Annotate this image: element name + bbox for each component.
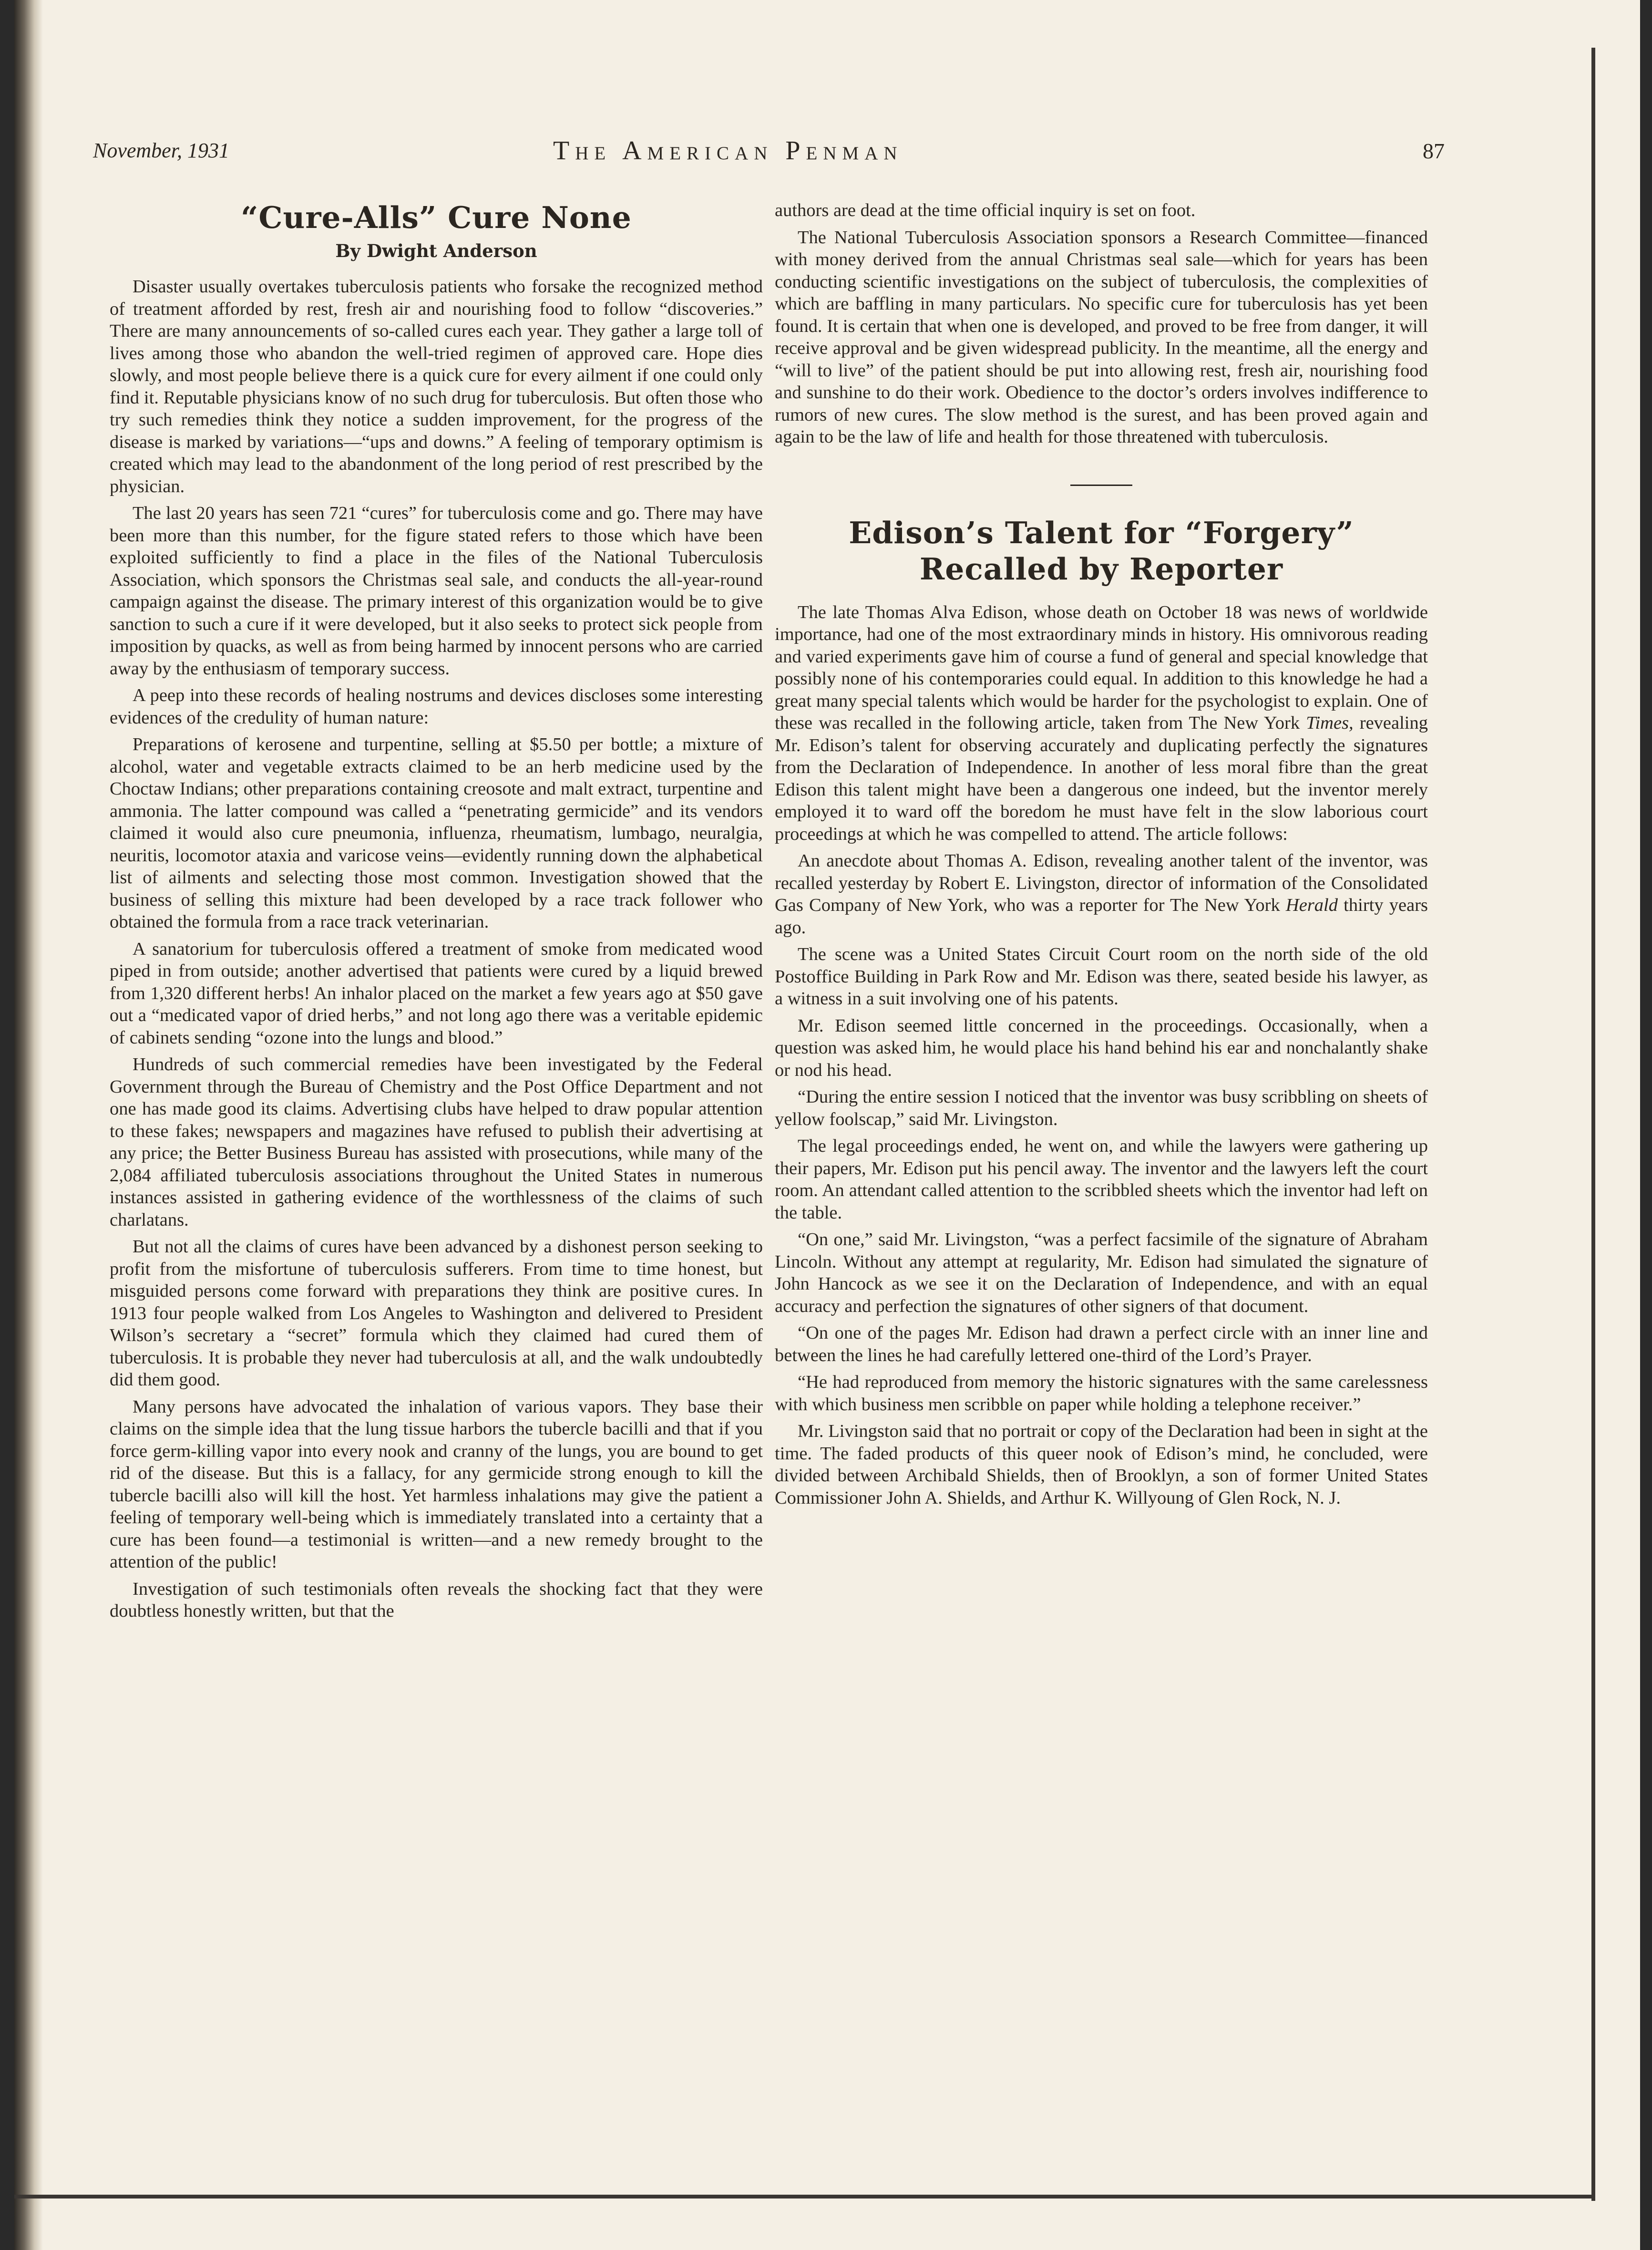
paragraph: The National Tuberculosis Association sponsors a Research Committee—financed with money derived from the annual Christmas seal sale—which for years has been conducting scientific investigations on the subject of tuberculosis, the complexities of which are baffling in many particulars. No specific cure for tuberculosis has yet been found. It is certain that when one is developed, and proved to be free from danger, it will receive approval and be given widespread publicity. In the meantime, all the energy and “will to live” of the patient should be put into allowing rest, fresh air, nourishing food and sunshine to do their work. Obedience to the doctor’s orders involves indifference to rumors of new cures. The slow method is the surest, and has been proved again and again to be the law of life and health for those threatened with tuberculosis. bbox=[775, 227, 1428, 447]
newspaper-name: Herald bbox=[1285, 895, 1338, 915]
paragraph: “On one of the pages Mr. Edison had drawn a perfect circle with an inner line and between the lines he had carefully lettered one-third of the Lord’s Prayer. bbox=[775, 1323, 1428, 1365]
paragraph: Hundreds of such commercial remedies have been investigated by the Federal Government through the Bureau of Chemistry and the Post Office Department and not one has made good its claims. Advertising clubs have helped to draw popular attention to these fakes; newspapers and magazines have refused to publish their advertising at any price; the Better Business Bureau has assisted with prosecutions, while many of the 2,084 affiliated tuberculosis associations throughout the United States in numerous instances assisted in gathering evidence of the worthlessness of the claims of such charlatans. bbox=[110, 1054, 763, 1230]
magazine-title: The American Penman bbox=[553, 136, 903, 165]
paragraph: Disaster usually overtakes tuberculosis patients who forsake the recognized method of treatment afforded by rest, fresh air and nourishing food to follow “discoveries.” There are many announcements of so-called cures each year. They gather a large toll of lives among those who abandon the well-tried regimen of approved care. Hope dies slowly, and most people believe there is a quick cure for every ailment if one could only find it. Reputable physicians know of no such drug for tuberculosis. But often those who try such remedies think they notice a sudden improvement, for the progress of the disease is marked by variations—“ups and downs.” A feeling of temporary optimism is created which may lead to the abandonment of the long period of rest prescribed by the physician. bbox=[110, 277, 763, 496]
running-header bbox=[14, 138, 1588, 181]
paragraph: A sanatorium for tuberculosis offered a treatment of smoke from medicated wood piped in from outside; another advertised that patients were cured by a liquid brewed from 1,320 different herbs! An inhalor placed on the market a few years ago at $50 gave out a “medicated vapor of dried herbs,” and not long ago there was a veritable epidemic of cabinets sending “ozone into the lungs and blood.” bbox=[110, 939, 763, 1048]
issue-date: November, 1931 bbox=[93, 139, 229, 162]
article-title-line-2: Recalled by Reporter bbox=[919, 551, 1283, 587]
intro-text: The late Thomas Alva Edison, whose death on October 18 was news of worldwide importance, had one of the most extraordinary minds in history. His omnivorous reading and varied experiments gave him of course a fund of general and special knowledge that possibly none of his contemporaries could equal. In addition to this knowledge he had a great many special talents which would be harder for the psychologist to explain. One of these was recalled in the following article, taken from The New York bbox=[775, 602, 1428, 733]
page-edge-right bbox=[1591, 48, 1595, 2201]
paragraph: Mr. Edison seemed little concerned in the proceedings. Occasionally, when a question was asked him, he would place his hand behind his ear and nonchalantly shake or nod his head. bbox=[775, 1015, 1428, 1080]
article-title bbox=[775, 515, 1428, 587]
article-title: “Cure-Alls” Cure None bbox=[241, 200, 632, 235]
right-column bbox=[775, 199, 1428, 1514]
paragraph: The last 20 years has seen 721 “cures” for tuberculosis come and go. There may have been more than this number, for the figure stated refers to those which have been exploited sufficiently to find a place in the files of the National Tuberculosis Association, which sponsors the Christmas seal sale, and conducts the all-year-round campaign against the disease. The primary interest of this organization would be to give sanction to such a cure if it were developed, but it also seeks to protect sick people from imposition by quacks, as well as from being harmed by innocent persons who are carried away by the enthusiasm of temporary success. bbox=[110, 503, 763, 679]
paragraph: Mr. Livingston said that no portrait or copy of the Declaration had been in sight at the time. The faded products of this queer nook of Edison’s mind, he concluded, were divided between Archibald Shields, then of Brooklyn, a son of former United States Commissioner John A. Shields, and Arthur K. Willyoung of Glen Rock, N. J. bbox=[775, 1421, 1428, 1508]
quoted-paragraph bbox=[775, 850, 1428, 939]
binding-shadow bbox=[14, 0, 43, 2250]
quote-text: thirty years ago. bbox=[775, 895, 1428, 938]
paragraph: “On one,” said Mr. Livingston, “was a perfect facsimile of the signature of Abraham Lincoln. Without any attempt at regularity, Mr. Edison had simulated the signature of John Hancock as we see it on the Declaration of Independence, and with an equal accuracy and perfection the signatures of other signers of that document. bbox=[775, 1229, 1428, 1316]
paragraph: The legal proceedings ended, he went on, and while the lawyers were gathering up their papers, Mr. Edison put his pencil away. The inventor and the lawyers left the court room. An attendant called attention to the scribbled sheets which the inventor had left on the table. bbox=[775, 1136, 1428, 1223]
paragraph: Investigation of such testimonials often reveals the shocking fact that they were doubtless honestly written, but that the bbox=[110, 1579, 763, 1621]
paragraph: Preparations of kerosene and turpentine, selling at $5.50 per bottle; a mixture of alcohol, water and vegetable extracts claimed to be an herb medicine used by the Choctaw Indians; other preparations containing creosote and malt extract, turpentine and ammonia. The latter compound was called a “penetrating germicide” and its vendors claimed it would also cure pneumonia, influenza, rheumatism, lumbago, neuralgia, neuritis, locomotor ataxia and varicose veins—evidently running down the alphabetical list of ailments and selecting those most common. Investigation showed that the business of selling this mixture had been developed by a race track follower who obtained the formula from a race track veterinarian. bbox=[110, 734, 763, 932]
continued-paragraph: authors are dead at the time official inquiry is set on foot. bbox=[775, 200, 1196, 220]
magazine-page bbox=[14, 0, 1640, 2250]
paragraph: But not all the claims of cures have been advanced by a dishonest person seeking to profit from the misfortune of tuberculosis sufferers. From time to time honest, but misguided persons come forward with preparations they think are positive cures. In 1913 four people walked from Los Angeles to Washington and delivered to President Wilson’s secretary a “secret” formula which they claimed had cured them of tuberculosis. It is probable they never had tuberculosis at all, and the walk undoubtedly did them good. bbox=[110, 1237, 763, 1390]
newspaper-name: Times, bbox=[1306, 713, 1354, 733]
paragraph: “During the entire session I noticed that the inventor was busy scribbling on sheets of yellow foolscap,” said Mr. Livingston. bbox=[775, 1087, 1428, 1129]
intro-text: revealing Mr. Edison’s talent for observing accurately and duplicating perfectly the signatures from the Declaration of Independence. In another of less moral fibre than the great Edison this talent might have been a dangerous one indeed, but the inventor merely employed it to ward off the boredom he must have felt in the slow laborious court proceedings at which he was compelled to attend. The article follows: bbox=[775, 713, 1428, 844]
paragraph: “He had reproduced from memory the historic signatures with the same carelessness with which business men scribble on paper while holding a telephone receiver.” bbox=[775, 1372, 1428, 1414]
quote-text: An anecdote about Thomas A. Edison, revealing another talent of the inventor, was recalled yesterday by Robert E. Livingston, director of information of the Consolidated Gas Company of New York, who was a reporter for The New York bbox=[775, 851, 1428, 915]
left-column bbox=[110, 199, 763, 1627]
paragraph: The scene was a United States Circuit Court room on the north side of the old Postoffice Building in Park Row and Mr. Edison was there, seated beside his lawyer, as a witness in a suit involving one of his patents. bbox=[775, 944, 1428, 1009]
intro-paragraph bbox=[775, 601, 1428, 846]
page-number: 87 bbox=[1423, 139, 1445, 163]
paragraph: Many persons have advocated the inhalation of various vapors. They base their claims on the simple idea that the lung tissue harbors the tubercle bacilli and that if you force germ-killing vapor into every nook and cranny of the lungs, you are bound to get rid of the disease. But this is a fallacy, for any germicide strong enough to kill the tubercle bacilli also will kill the host. Yet harmless inhalations may give the patient a feeling of temporary well-being which is immediately translated into a certainty that a cure has been found—a testimonial is written—and a new remedy brought to the attention of the public! bbox=[110, 1396, 763, 1572]
paragraph: A peep into these records of healing nostrums and devices discloses some interesting evidences of the credulity of human nature: bbox=[110, 685, 763, 728]
page-edge-bottom bbox=[14, 2195, 1595, 2198]
section-divider bbox=[1070, 485, 1132, 486]
article-byline: By Dwight Anderson bbox=[335, 240, 537, 261]
article-title-line-1: Edison’s Talent for “Forgery” bbox=[849, 515, 1354, 550]
